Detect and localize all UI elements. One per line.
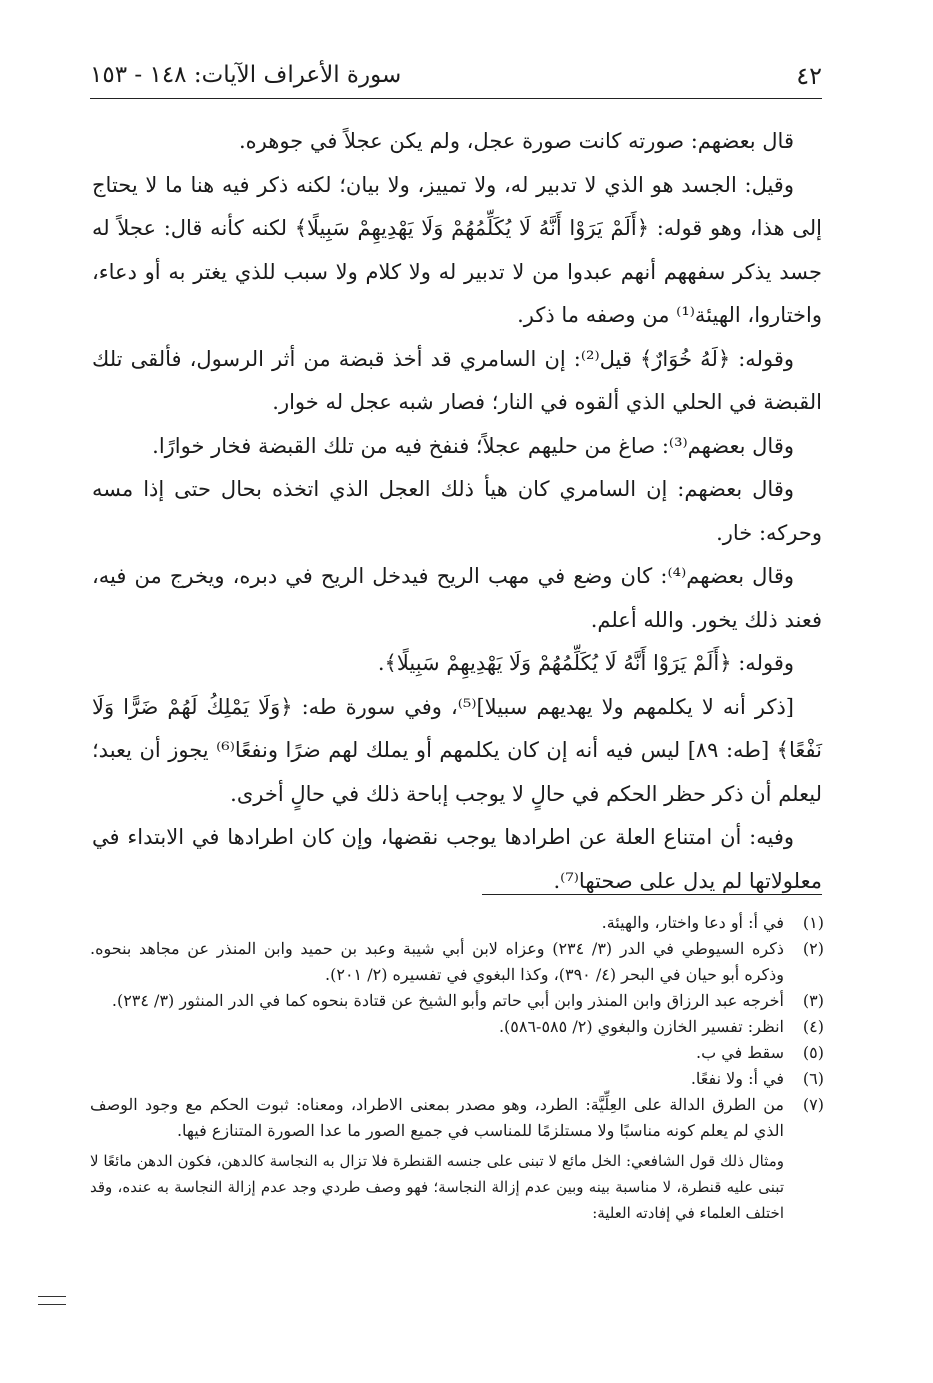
footnote-number: (٢) bbox=[802, 939, 824, 958]
footnote-text: في أ: أو دعا واختار، والهيئة. bbox=[601, 913, 784, 932]
margin-mark bbox=[38, 1296, 66, 1305]
footnote bbox=[90, 1066, 824, 1092]
paragraph: وقال بعضهم: إن السامري كان هيأ ذلك العجل الذي اتخذه بحال حتى إذا مسه وحركه: خار. bbox=[92, 477, 822, 545]
footnote-number: (٥) bbox=[802, 1043, 824, 1062]
footnote bbox=[90, 936, 824, 988]
footnote bbox=[90, 910, 824, 936]
footnote bbox=[90, 1014, 824, 1040]
footnotes bbox=[90, 910, 824, 1241]
paragraph: وقيل: الجسد هو الذي لا تدبير له، ولا تمييز، ولا بيان؛ لكنه ذكر فيه هنا ما لا يحتاج إلى هذا، وهو قوله: ﴿أَلَمْ يَرَوْا أَنَّهُ لَا يُكَلِّمُهُمْ وَلَا يَهْدِيهِمْ سَبِيلًا﴾ لكنه كأنه قال: عجلاً له جسد يذكر سفههم أنهم عبدوا من لا تدبير له ولا كلام ولا سبب للذي يغتر به أو دعاء، واختاروا، الهيئة⁽¹⁾ من وصفه ما ذكر. bbox=[92, 172, 822, 327]
footnote-text: أخرجه عبد الرزاق وابن المنذر وابن أبي حاتم وأبو الشيخ عن قتادة بنحوه كما في الدر المنثور (٣/ ٢٣٤). bbox=[111, 991, 784, 1010]
footnote-number: (٣) bbox=[802, 991, 824, 1010]
footnote-text: انظر: تفسير الخازن والبغوي (٢/ ٥٨٥-٥٨٦). bbox=[498, 1017, 784, 1036]
footnote-number: (٧) bbox=[802, 1095, 824, 1114]
footnote bbox=[90, 1040, 824, 1066]
paragraph: قال بعضهم: صورته كانت صورة عجل، ولم يكن عجلاً في جوهره. bbox=[238, 129, 794, 153]
paragraph: [ذكر أنه لا يكلمهم ولا يهديهم سبيلا]⁽⁵⁾، وفي سورة طه: ﴿وَلَا يَمْلِكُ لَهُمْ ضَرًّا وَلَا نَفْعًا﴾ [طه: ٨٩] ليس فيه أنه إن كان يكلمهم أو يملك لهم ضرًا ونفعًا⁽⁶⁾ يجوز أن يعبد؛ ليعلم أن ذكر حظر الحكم في حالٍ لا يوجب إباحة ذلك في حالٍ أخرى. bbox=[92, 694, 822, 806]
paragraph: وقوله: ﴿لَهُ خُوَارٌ﴾ قيل⁽²⁾: إن السامري قد أخذ قبضة من أثر الرسول، فألقى تلك القبضة في الحلي الذي ألقوه في النار؛ فصار شبه عجل له خوار. bbox=[92, 346, 822, 414]
footnote-text: من الطرق الدالة على العِلِّيَّة: الطرد، وهو مصدر بمعنى الاطراد، ومعناه: ثبوت الحكم مع وجود الوصف الذي لم يعلم كونه مناسبًا ولا مستلزمًا للمناسب في جميع الصور ما عدا الصورة المتنازع فيها. bbox=[90, 1095, 785, 1140]
paragraph: وقال بعضهم⁽⁴⁾: كان وضع في مهب الريح فيدخل الريح في دبره، ويخرج من فيه، فعند ذلك يخور. والله أعلم. bbox=[92, 564, 822, 632]
footnote-continuation: ومثال ذلك قول الشافعي: الخل مائع لا تبنى على جنسه القنطرة فلا تزال به النجاسة كالدهن، فكون الدهن مائعًا لا تبنى عليه قنطرة، لا مناسبة بينه وبين عدم إزالة النجاسة؛ فهو وصف طردي وجد عدم إزالة النجاسة به عنده، وقد اختلف العلماء في إفادته العلية: bbox=[90, 1152, 784, 1222]
running-header bbox=[90, 58, 822, 99]
paragraph: وفيه: أن امتناع العلة عن اطرادها يوجب نقضها، وإن كان اطرادها في الابتداء في معلولاتها لم يدل على صحتها⁽⁷⁾. bbox=[92, 825, 822, 893]
footnote-number: (١) bbox=[802, 913, 824, 932]
footnote-text: سقط في ب. bbox=[696, 1043, 784, 1062]
footnote-number: (٦) bbox=[802, 1069, 824, 1088]
footnote bbox=[90, 1092, 824, 1144]
footnote bbox=[90, 988, 824, 1014]
page-number: ٤٢ bbox=[796, 62, 822, 90]
main-text bbox=[92, 120, 822, 903]
header-title: سورة الأعراف الآيات: ١٤٨ - ١٥٣ bbox=[90, 62, 402, 88]
footnote-text: في أ: ولا نفعًا. bbox=[690, 1069, 784, 1088]
footnote-text: ذكره السيوطي في الدر (٣/ ٢٣٤) وعزاه لابن أبي شيبة وعبد بن حميد وابن المنذر عن مجاهد بنحوه. وذكره أبو حيان في البحر (٤/ ٣٩٠)، وكذا البغوي في تفسيره (٢/ ٢٠١). bbox=[90, 939, 785, 984]
paragraph: وقال بعضهم⁽³⁾: صاغ من حليهم عجلاً؛ فنفخ فيه من تلك القبضة فخار خوارًا. bbox=[152, 433, 794, 458]
footnote-number: (٤) bbox=[802, 1017, 824, 1036]
paragraph: وقوله: ﴿أَلَمْ يَرَوْا أَنَّهُ لَا يُكَلِّمُهُمْ وَلَا يَهْدِيهِمْ سَبِيلًا﴾. bbox=[377, 651, 794, 675]
footnote-separator bbox=[482, 894, 822, 895]
